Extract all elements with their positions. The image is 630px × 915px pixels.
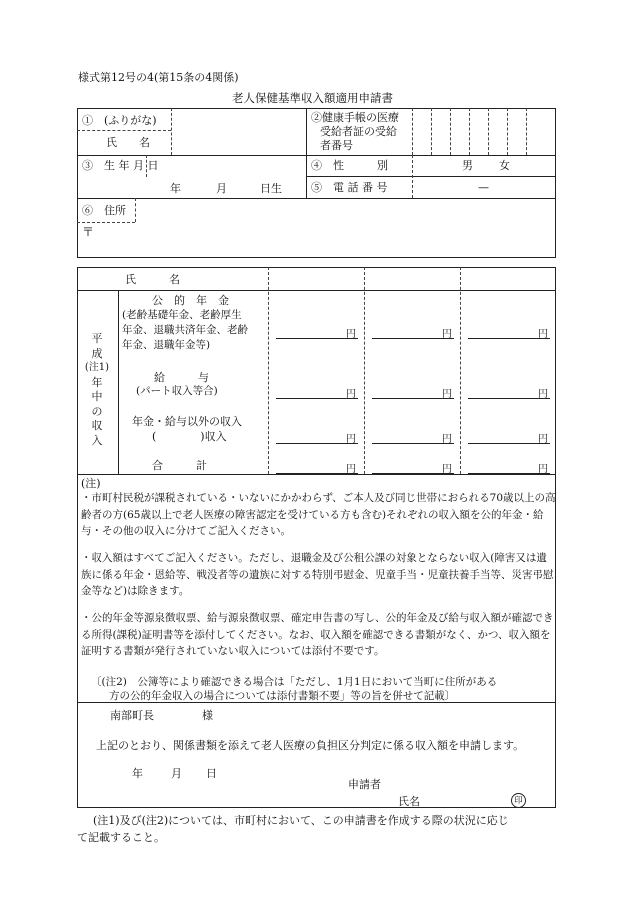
phone-separator: —: [478, 181, 489, 194]
col-divider-dashed: [460, 267, 461, 474]
birth-month-label: 月: [216, 182, 227, 195]
name-label: 氏 名: [106, 136, 150, 149]
person3-name-input[interactable]: [464, 270, 552, 288]
person2-name-input[interactable]: [368, 270, 456, 288]
note2-line-2: 方の公的年金収入の場合については添付書類不要」等の旨を併せて記載〕: [109, 690, 456, 702]
side-char: 平: [91, 332, 103, 345]
yen-unit: 円: [442, 389, 452, 400]
pension-title: 公 的 年 金: [152, 294, 229, 307]
col-divider-dashed: [364, 267, 365, 474]
total-amount-field-3[interactable]: [468, 459, 550, 474]
col-divider-dashed: [171, 108, 172, 155]
yen-unit: 円: [442, 434, 452, 445]
birth-day-label: 日生: [260, 182, 282, 195]
address-label: ⑥ 住所: [82, 204, 126, 217]
income-side-label: [84, 332, 110, 448]
yen-unit: 円: [346, 329, 356, 340]
pension-desc-2: 年金、退職共済年金、老齢: [122, 324, 248, 336]
note-bullet-2: ・収入額はすべてご記入ください。ただし、退職金及び公租公課の対象とならない収入(障害又は遺族に係る年金・恩給等、戦没者等の遺族に対する特別弔慰金、児童手当・児童扶養手当等、災害弔慰金等など)は除きます。: [81, 552, 554, 597]
salary-amount-field-2[interactable]: [372, 384, 454, 399]
seal-icon: 印: [511, 793, 526, 808]
note2-line-1: 〔(注2) 公簿等により確認できる場合は「ただし、1月1日において当町に住所がある: [91, 676, 498, 688]
side-char: 入: [91, 433, 103, 447]
sex-label: ④ 性 別: [311, 159, 388, 172]
insurance-label-3: 者番号: [320, 139, 353, 152]
footer-note-line-1: (注1)及び(注2)については、市町村において、この申請書を作成する際の状況に応じ: [93, 814, 509, 827]
form-number: 様式第12号の4(第15条の4関係): [78, 71, 239, 84]
pension-desc-3: 年金、退職年金等): [122, 339, 211, 351]
phone-label: ⑤ 電 話 番 号: [311, 181, 388, 194]
note-bullet-3: ・公的年金等源泉徴収票、給与源泉徴収票、確定申告書の写し、公的年金及び給与収入額が確認できる所得(課税)証明書等を添付してください。なお、収入額を確認できる書類がなく、かつ、収入額を証明する書類が発行されていない収入については添付不要です。: [81, 612, 554, 657]
furigana-input[interactable]: [174, 110, 304, 130]
date-day-label: 日: [206, 767, 217, 780]
sex-male-option[interactable]: 男: [462, 159, 473, 172]
yen-unit: 円: [442, 329, 452, 340]
col-divider-dashed: [412, 155, 413, 198]
total-amount-field-1[interactable]: [276, 459, 358, 474]
row-divider: [77, 155, 556, 156]
yen-unit: 円: [538, 434, 548, 445]
total-amount-field-2[interactable]: [372, 459, 454, 474]
side-char: の: [91, 404, 103, 418]
side-char: 成: [91, 346, 103, 360]
yen-unit: 円: [346, 389, 356, 400]
salary-desc: (パート収入等合): [136, 385, 218, 397]
col-divider: [118, 290, 119, 474]
footer-note-line-2: て記載すること。: [77, 831, 165, 844]
other-income-title: 年金・給与以外の収入: [132, 415, 242, 428]
other-amount-field-2[interactable]: [372, 429, 454, 444]
col-divider-dashed: [135, 198, 136, 222]
yen-unit: 円: [346, 434, 356, 445]
declaration-statement: 上記のとおり、関係書類を添えて老人医療の負担区分判定に係る収入額を申請します。: [96, 739, 525, 752]
row-divider: [77, 474, 556, 475]
birth-year-label: 年: [170, 182, 181, 195]
insurance-label-1: ②健康手帳の医療: [311, 111, 399, 124]
side-char: 年: [91, 375, 103, 389]
salary-amount-field-1[interactable]: [276, 384, 358, 399]
row-divider: [77, 198, 556, 199]
note-bullet-1: ・市町村民税が課税されている・いないにかかわらず、ご本人及び同じ世帯におられる70歳以上の高齢者の方(65歳以上で老人医療の障害認定を受けている方も含む)それぞれの収入額を公的年金・給与・その他の収入に分けてご記入ください。: [81, 492, 556, 537]
side-char: (注1): [84, 362, 110, 373]
sex-female-option[interactable]: 女: [499, 159, 510, 172]
addressee: 南部町長: [110, 709, 154, 722]
insurance-number-input[interactable]: [413, 109, 555, 154]
row-divider-dashed: [77, 130, 171, 131]
side-char: 収: [91, 419, 103, 432]
form-title: 老人保健基準収入額適用申請書: [232, 91, 393, 105]
other-amount-field-1[interactable]: [276, 429, 358, 444]
row-divider-dashed: [77, 222, 135, 223]
notes-heading: (注): [81, 477, 101, 490]
side-char: 中: [91, 390, 103, 403]
applicant-name-label: 氏名: [398, 795, 420, 808]
yen-unit: 円: [538, 329, 548, 340]
col-divider-dashed: [268, 267, 269, 474]
row-divider: [306, 176, 556, 177]
yen-unit: 円: [442, 464, 452, 475]
row-divider: [77, 290, 556, 291]
applicant-label: 申請者: [348, 778, 381, 791]
yen-unit: 円: [538, 389, 548, 400]
salary-title: 給 与: [154, 371, 209, 384]
honorific: 様: [202, 709, 213, 722]
pension-amount-field-1[interactable]: [276, 324, 358, 339]
postal-mark: 〒: [82, 225, 95, 239]
pension-desc-1: (老齢基礎年金、老齢厚生: [122, 309, 242, 321]
furigana-label: ① (ふりがな): [82, 114, 157, 127]
name-column-header: 氏 名: [125, 273, 180, 286]
other-amount-field-3[interactable]: [468, 429, 550, 444]
yen-unit: 円: [538, 464, 548, 475]
pension-amount-field-3[interactable]: [468, 324, 550, 339]
yen-unit: 円: [346, 464, 356, 475]
date-year-label: 年: [132, 767, 143, 780]
salary-amount-field-3[interactable]: [468, 384, 550, 399]
pension-amount-field-2[interactable]: [372, 324, 454, 339]
other-income-desc: ( )収入: [152, 430, 227, 443]
col-divider: [306, 108, 307, 198]
address-input[interactable]: [100, 224, 550, 254]
applicant-name-input[interactable]: [425, 792, 505, 807]
birth-label: ③ 生 年 月 日: [82, 159, 159, 172]
person1-name-input[interactable]: [272, 270, 360, 288]
name-input[interactable]: [174, 132, 304, 154]
total-label: 合 計: [152, 459, 207, 472]
date-month-label: 月: [171, 767, 182, 780]
insurance-label-2: 受給者証の受給: [320, 125, 397, 138]
